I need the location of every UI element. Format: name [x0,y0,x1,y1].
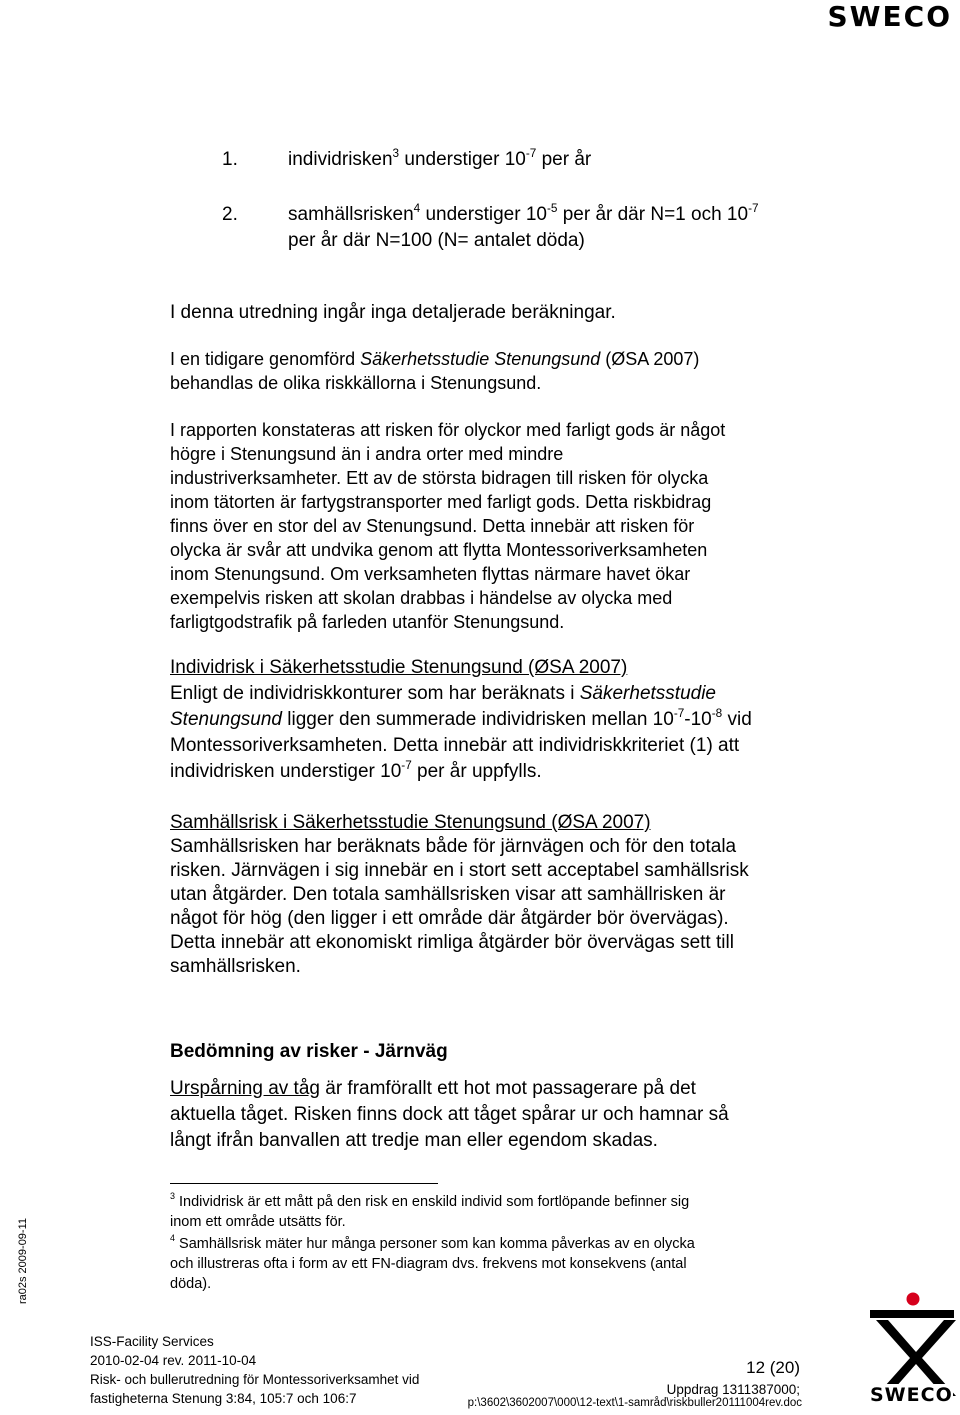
text-line: Samhällsrisken har beräknats både för järnvägen och för den totala [170,836,737,857]
document-title: Risk- och bullerutredning för Montessoriverksamhet vid [90,1372,420,1387]
section-heading: Samhällsrisk i Säkerhetsstudie Stenungsund (ØSA 2007) [170,812,651,833]
report-title: Säkerhetsstudie [579,683,716,704]
paragraph [170,1076,890,1154]
footer-left [90,1332,419,1408]
list-item-text [288,147,591,173]
text: långt ifrån banvallen att tredje man eller egendom skadas. [170,1130,658,1151]
text-line: I rapporten konstateras att risken för olyckor med farligt gods är något [170,420,726,440]
text: vid [722,709,752,730]
text: per år uppfylls. [411,761,542,782]
footnote-number: 4 [170,1233,175,1244]
text: döda). [170,1276,212,1292]
text-line: samhällsrisken. [170,956,301,977]
text: understiger 10 [399,149,526,170]
underlined-term: Urspårning av tåg [170,1078,320,1099]
page-number: 12 (20) [746,1358,800,1377]
text: samhällsrisken [288,204,414,225]
text: per år där N=100 (N= antalet döda) [288,230,585,251]
text: (ØSA 2007) [600,349,700,369]
footnote [170,1234,810,1294]
text-line: högre i Stenungsund än i andra orter med mindre [170,444,564,464]
text: inom ett område utsätts för. [170,1214,346,1230]
text-line: Detta innebär att ekonomiskt rimliga åtgärder bör övervägas sett till [170,932,734,953]
text-line: risken. Järnvägen i sig innebär en i stort sett acceptabel samhällsrisk [170,860,749,881]
sweco-logo: SWECO [827,0,952,33]
footnote-ref: 3 [392,146,400,160]
section-individrisk [170,655,890,785]
text: per år [536,149,592,170]
text: Montessoriverksamheten. Detta innebär att individriskkriteriet (1) att [170,735,740,756]
footnote-divider [170,1183,438,1184]
template-stamp: ra02s 2009-09-11 [17,1217,30,1305]
paragraph [170,418,870,634]
text-line: finns över en stor del av Stenungsund. Detta innebär att risken för [170,516,695,536]
assignment-number: Uppdrag 1311387000; [666,1382,800,1397]
section-heading-bedomning: Bedömning av risker - Järnväg [170,1041,448,1062]
section-heading: Individrisk i Säkerhetsstudie Stenungsund (ØSA 2007) [170,657,628,678]
text: individrisken [288,149,393,170]
text: Individrisk är ett mått på den risk en enskild individ som fortlöpande befinner sig [175,1194,690,1210]
text: ligger den summerade individrisken mellan 10 [282,709,674,730]
document-title-line2: fastigheterna Stenung 3:84, 105:7 och 106:7 [90,1391,357,1406]
footnote [170,1192,810,1232]
exponent: -5 [546,201,558,215]
exponent: -7 [401,758,412,772]
list-number: 1. [222,149,238,170]
text-line: inom tätorten är fartygstransporter med farligt gods. Detta riskbidrag [170,492,712,512]
list-number: 2. [222,204,238,225]
text: -10 [684,709,712,730]
text-line: något för hög (den ligger i ett område där åtgärder bör övervägas). [170,908,729,929]
text: understiger 10 [420,204,547,225]
exponent: -7 [748,201,759,215]
document-date: 2010-02-04 rev. 2011-10-04 [90,1353,257,1368]
sweco-wordmark: SWECO [870,1384,953,1406]
text-line: olycka är svår att undvika genom att flytta Montessoriverksamheten [170,540,708,560]
sweco-logo-symbol [868,1292,956,1410]
paragraph: I denna utredning ingår inga detaljerade beräkningar. [170,302,616,323]
text-line: utan åtgärder. Den totala samhällsrisken visar att samhällrisken är [170,884,726,905]
list-item [222,147,238,173]
text: och illustreras ofta i form av ett FN-diagram dvs. frekvens mot konsekvens (antal [170,1256,687,1272]
exponent: -7 [673,706,685,720]
section-samhallsrisk [170,811,890,979]
report-title: Säkerhetsstudie Stenungsund [360,349,601,369]
client-name: ISS-Facility Services [90,1334,214,1349]
text: behandlas de olika riskkällorna i Stenungsund. [170,373,542,393]
text: är framförallt ett hot mot passagerare på det [319,1078,696,1099]
text: Enligt de individriskkonturer som har beräknats i [170,683,580,704]
exponent: -7 [525,146,537,160]
footnote-ref: 4 [413,201,421,215]
text-line: industriverksamheter. Ett av de största bidragen till risken för olycka [170,468,709,488]
text: individrisken understiger 10 [170,761,402,782]
text: per år där N=1 och 10 [557,204,749,225]
report-title: Stenungsund [170,709,282,730]
text: Samhällsrisk mäter hur många personer som kan komma påverkas av en olycka [175,1236,695,1252]
text: I en tidigare genomförd [170,349,361,369]
text-line: farligtgodstrafik på farleden utanför Stenungsund. [170,612,565,632]
paragraph [170,347,870,395]
text-line: inom Stenungsund. Om verksamheten flyttas närmare havet ökar [170,564,691,584]
text: aktuella tåget. Risken finns dock att tåget spårar ur och hamnar så [170,1104,729,1125]
text-line: exempelvis risken att skolan drabbas i händelse av olycka med [170,588,673,608]
footnote-number: 3 [170,1191,175,1202]
exponent: -8 [711,706,723,720]
list-item-text [288,202,908,254]
list-item [222,202,238,228]
file-path: p:\3602\3602007\000\12-text\1-samråd\riskbuller20111004rev.doc [467,1397,802,1409]
